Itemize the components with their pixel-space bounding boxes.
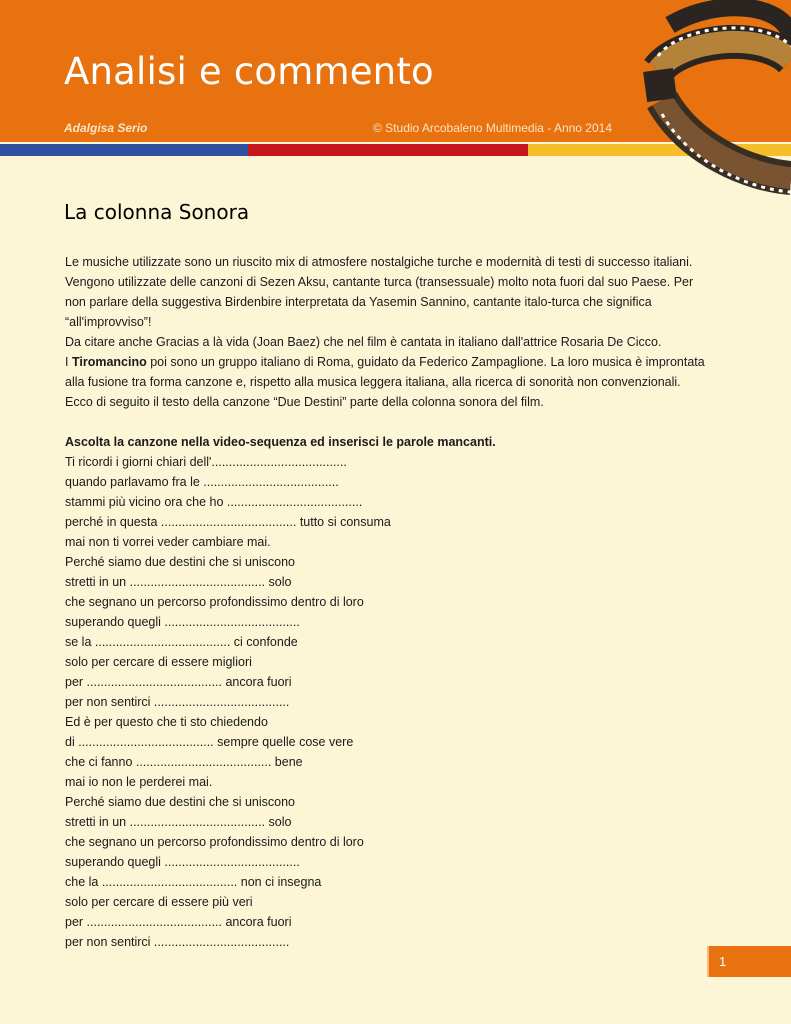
document-body [65, 252, 735, 952]
lyric-line: stretti in un ....................................... solo [65, 575, 292, 589]
lyric-line: mai non ti vorrei veder cambiare mai. [65, 535, 271, 549]
lyrics-list [65, 452, 735, 952]
lyric-line: Ti ricordi i giorni chiari dell'....................................... [65, 455, 347, 469]
paragraph-line: alla fusione tra forma canzone e, rispetto alla musica leggera italiana, alla ricerca di sonorità non convenzionali. [65, 375, 681, 389]
lyric-line: Ed è per questo che ti sto chiedendo [65, 715, 268, 729]
lyric-line: per ....................................... ancora fuori [65, 915, 292, 929]
paragraph-line: non parlare della suggestiva Birdenbire interpretata da Yasemin Sannino, cantante italo-turca che significa [65, 295, 652, 309]
lyric-line: per non sentirci ....................................... [65, 695, 290, 709]
lyric-line: superando quegli ....................................... [65, 855, 300, 869]
section-title: La colonna Sonora [64, 200, 250, 224]
paragraph-line: Vengono utilizzate delle canzoni di Sezen Aksu, cantante turca (transessuale) molto nota fuori dal suo Paese. Per [65, 275, 694, 289]
lyric-line: perché in questa ....................................... tutto si consuma [65, 515, 391, 529]
lyric-line: superando quegli ....................................... [65, 615, 300, 629]
lyric-line: quando parlavamo fra le ....................................... [65, 475, 339, 489]
stripe-blue [0, 144, 248, 156]
page-number: 1 [719, 954, 727, 969]
lyric-line: Perché siamo due destini che si uniscono [65, 795, 295, 809]
paragraph-line: “all'improvviso”! [65, 315, 152, 329]
lyric-line: per ....................................... ancora fuori [65, 675, 292, 689]
paragraph-line [65, 352, 735, 372]
tiromancino-description: poi sono un gruppo italiano di Roma, guidato da Federico Zampaglione. La loro musica è improntata [146, 355, 705, 369]
paragraph-gap [65, 412, 735, 432]
lyric-line: di ....................................... sempre quelle cose vere [65, 735, 354, 749]
page-tab-rule [707, 946, 709, 977]
copyright-notice: © Studio Arcobaleno Multimedia - Anno 2014 [373, 121, 612, 135]
lyric-line: Perché siamo due destini che si uniscono [65, 555, 295, 569]
paragraph-line: Ecco di seguito il testo della canzone “Due Destini” parte della colonna sonora del film. [65, 395, 544, 409]
lyric-line: per non sentirci ....................................... [65, 935, 290, 949]
author-name: Adalgisa Serio [64, 121, 148, 135]
lyric-line: che segnano un percorso profondissimo dentro di loro [65, 835, 364, 849]
film-strip-illustration [640, 0, 791, 200]
paragraph-line: Da citare anche Gracias a là vida (Joan Baez) che nel film è cantata in italiano dall'attrice Rosaria De Cicco. [65, 335, 662, 349]
lyric-line: stretti in un ....................................... solo [65, 815, 292, 829]
page-number-tab [707, 946, 791, 977]
tiromancino-name: Tiromancino [71, 355, 147, 369]
tiromancino-prefix: I [65, 355, 72, 369]
lyric-line: stammi più vicino ora che ho ....................................... [65, 495, 363, 509]
document-title: Analisi e commento [64, 50, 434, 93]
lyric-line: mai io non le perderei mai. [65, 775, 213, 789]
stripe-red [248, 144, 528, 156]
lyric-line: solo per cercare di essere più veri [65, 895, 253, 909]
exercise-instruction: Ascolta la canzone nella video-sequenza ed inserisci le parole mancanti. [65, 435, 496, 449]
lyric-line: che segnano un percorso profondissimo dentro di loro [65, 595, 364, 609]
lyric-line: che ci fanno ....................................... bene [65, 755, 303, 769]
paragraph-line: Le musiche utilizzate sono un riuscito mix di atmosfere nostalgiche turche e modernità di testi di successo italiani. [65, 255, 693, 269]
lyric-line: che la ....................................... non ci insegna [65, 875, 322, 889]
lyric-line: solo per cercare di essere migliori [65, 655, 252, 669]
lyric-line: se la ....................................... ci confonde [65, 635, 298, 649]
